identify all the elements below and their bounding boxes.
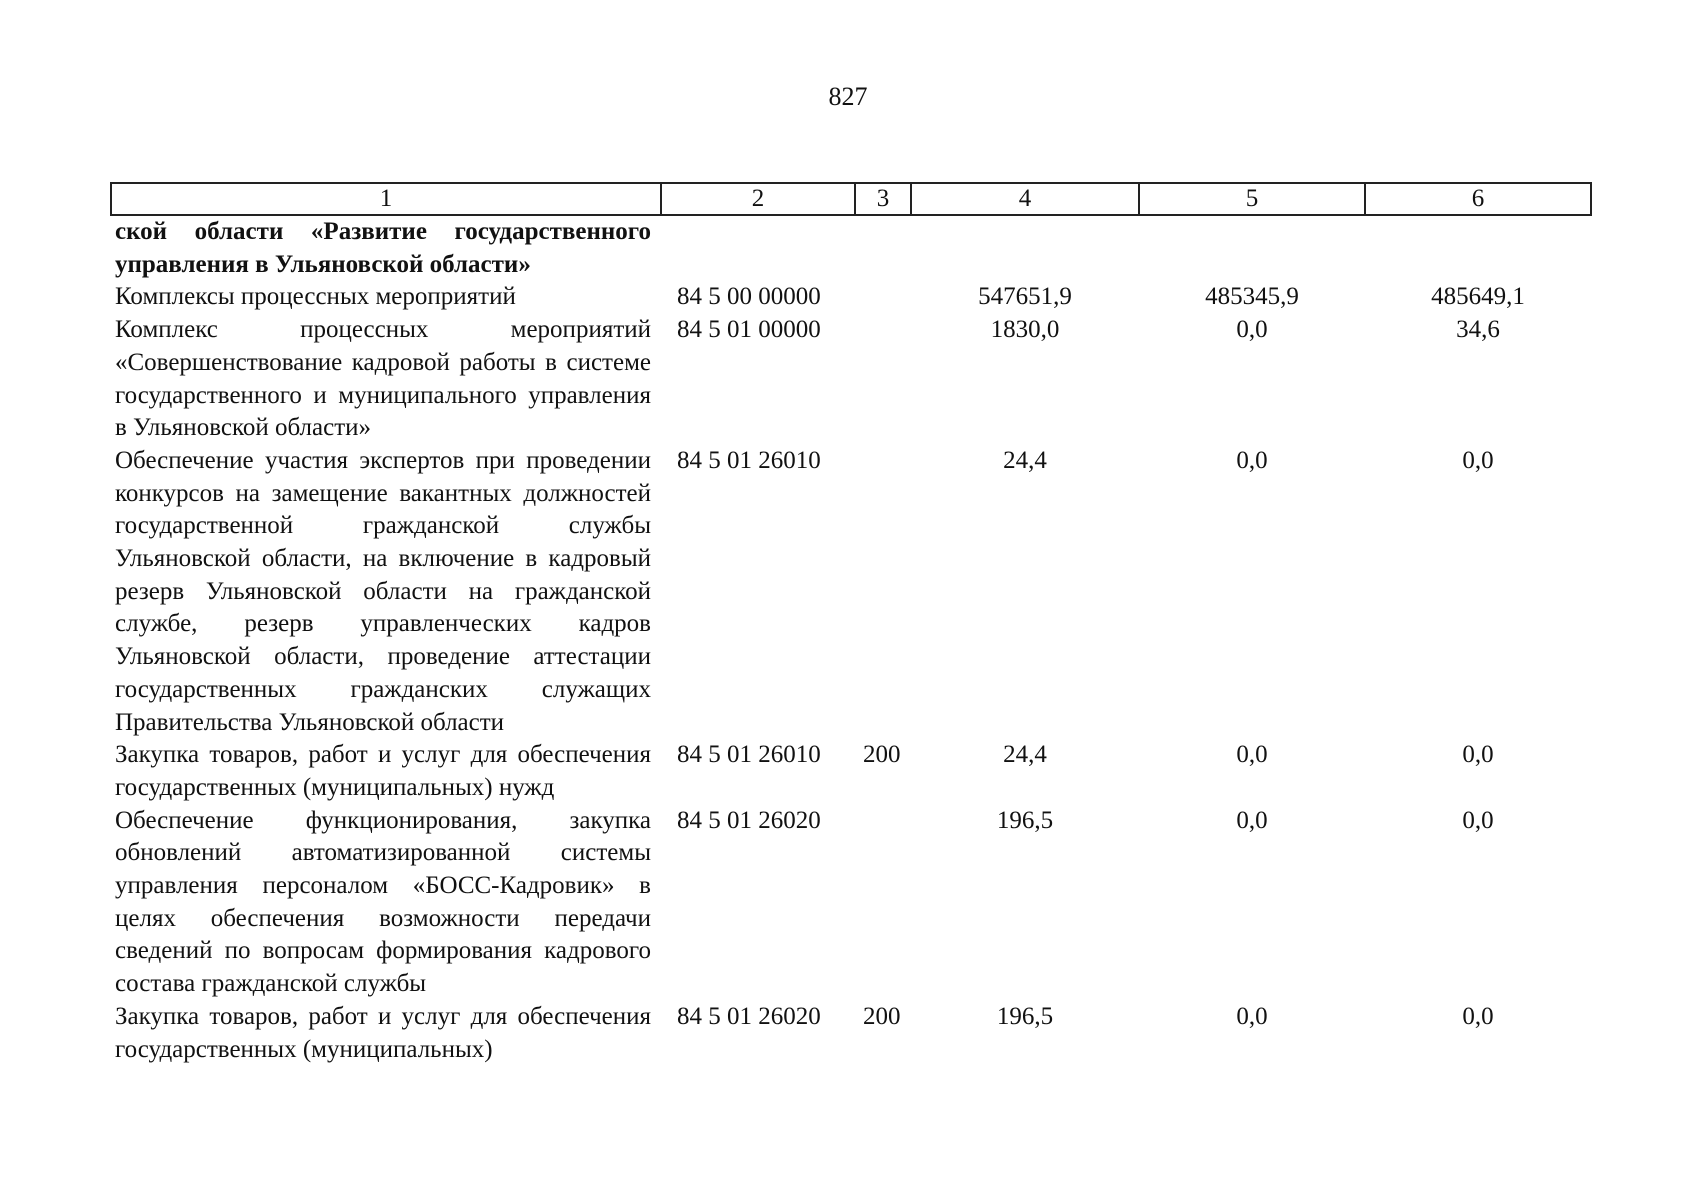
row-value-col5: 0,0	[1236, 446, 1268, 474]
table-row	[111, 281, 1591, 314]
row-classification-code: 84 5 01 00000	[677, 316, 821, 344]
row-value-col6: 0,0	[1462, 741, 1494, 769]
row-expense-type	[855, 445, 911, 739]
row-expense-type	[855, 281, 911, 314]
column-header-5: 5	[1139, 183, 1365, 215]
row-description: Закупка товаров, работ и услуг для обеспечения государственных (муниципальных) нужд	[115, 741, 651, 801]
header-row	[111, 183, 1591, 215]
column-header-6: 6	[1365, 183, 1591, 215]
row-value-col4: 196,5	[996, 806, 1054, 834]
row-value-col6: 0,0	[1462, 806, 1494, 834]
row-expense-type: 200	[863, 741, 901, 769]
row-value-col4: 547651,9	[978, 283, 1072, 311]
row-value-col6: 485649,1	[1431, 283, 1525, 311]
row-expense-type: 200	[863, 1002, 901, 1030]
table-row	[111, 739, 1591, 804]
row-classification-code	[661, 215, 855, 281]
row-value-col6: 34,6	[1456, 316, 1500, 344]
row-value-col6: 0,0	[1462, 1002, 1494, 1030]
table-row	[111, 805, 1591, 1001]
row-classification-code: 84 5 00 00000	[677, 283, 821, 311]
table-row	[111, 215, 1591, 281]
row-description: Закупка товаров, работ и услуг для обеспечения государственных (муниципальных)	[115, 1002, 651, 1063]
row-description: Обеспечение участия экспертов при проведении конкурсов на замещение вакантных должностей государственной гражданской службы Ульяновской области, на включение в кадровый резерв Ульяновской области на гражданской службе, резерв управленческих кадров Ульяновской области, проведение аттестации государственных гражданских служащих Правительства Ульяновской области	[115, 446, 651, 736]
row-description: Обеспечение функционирования, закупка обновлений автоматизированной системы управления персоналом «БОСС-Кадровик» в целях обеспечения возможности передачи сведений по вопросам формирования кадрового состава гражданской службы	[115, 806, 651, 998]
row-value-col5: 0,0	[1236, 806, 1268, 834]
row-description: ской области «Развитие государственного управления в Ульяновской области»	[115, 218, 651, 278]
table-row	[111, 1001, 1591, 1066]
row-description: Комплекс процессных мероприятий «Совершенствование кадровой работы в системе государственного и муниципального управления в Ульяновской области»	[115, 316, 651, 442]
row-value-col4: 24,4	[1003, 446, 1047, 474]
row-value-col4: 1830,0	[990, 316, 1060, 344]
row-classification-code: 84 5 01 26020	[677, 1002, 821, 1030]
row-classification-code: 84 5 01 26020	[677, 806, 821, 834]
page-number: 827	[828, 82, 868, 111]
row-expense-type	[855, 805, 911, 1001]
row-value-col6: 0,0	[1462, 446, 1494, 474]
row-value-col5: 0,0	[1236, 741, 1268, 769]
budget-table	[110, 182, 1592, 1066]
budget-table-container	[110, 182, 1590, 1066]
row-expense-type	[855, 215, 911, 281]
row-value-col4: 196,5	[996, 1002, 1054, 1030]
column-header-2: 2	[661, 183, 855, 215]
row-value-col6	[1365, 215, 1591, 281]
table-row	[111, 445, 1591, 739]
table-body	[111, 215, 1591, 1066]
row-description: Комплексы процессных мероприятий	[115, 283, 516, 311]
row-value-col5: 0,0	[1236, 1002, 1268, 1030]
column-header-1: 1	[111, 183, 661, 215]
row-value-col4	[911, 215, 1139, 281]
row-classification-code: 84 5 01 26010	[677, 741, 821, 769]
table-row	[111, 314, 1591, 445]
column-header-3: 3	[855, 183, 911, 215]
row-expense-type	[855, 314, 911, 445]
column-header-4: 4	[911, 183, 1139, 215]
row-value-col5: 485345,9	[1205, 283, 1299, 311]
row-value-col5: 0,0	[1236, 316, 1268, 344]
row-value-col5	[1139, 215, 1365, 281]
row-value-col4: 24,4	[1003, 741, 1047, 769]
row-classification-code: 84 5 01 26010	[677, 446, 821, 474]
